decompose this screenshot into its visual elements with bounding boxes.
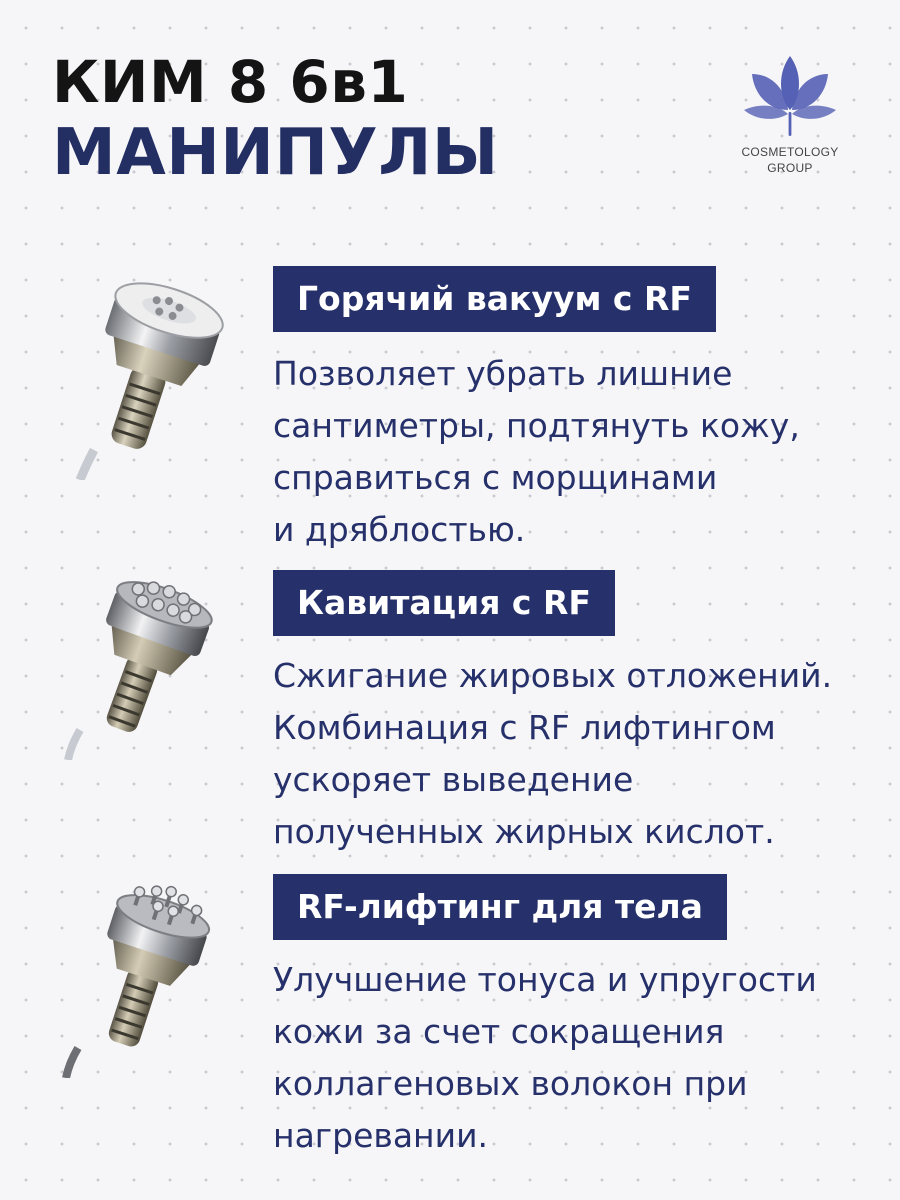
cavitation-rf-handpiece-icon <box>58 560 238 765</box>
feature-description-rf-lifting: Улучшение тонуса и упругости кожи за счет сокращения коллагеновых волокон при нагревании. <box>273 960 817 1155</box>
hot-vacuum-rf-handpiece-icon <box>58 250 238 485</box>
feature-title-cavitation: Кавитация с RF <box>273 570 615 636</box>
logo-text <box>730 144 850 176</box>
page-title: КИМ 8 6в1 <box>52 48 409 116</box>
page-subtitle: МАНИПУЛЫ <box>52 116 499 190</box>
feature-title-hot-vacuum: Горячий вакуум с RF <box>273 266 716 332</box>
feature-description-cavitation: Сжигание жировых отложений. Комбинация с RF лифтингом ускоряет выведение полученных жирных кислот. <box>273 656 833 851</box>
logo-text-line2: GROUP <box>767 161 813 175</box>
feature-title-rf-lifting: RF-лифтинг для тела <box>273 874 727 940</box>
lotus-flower-icon <box>742 52 838 138</box>
logo-text-line1: COSMETOLOGY <box>741 145 839 159</box>
rf-lifting-body-handpiece-icon <box>58 868 238 1083</box>
feature-description-hot-vacuum: Позволяет убрать лишние сантиметры, подтянуть кожу, справиться с морщинами и дряблостью. <box>273 354 800 549</box>
brand-logo <box>730 52 850 176</box>
